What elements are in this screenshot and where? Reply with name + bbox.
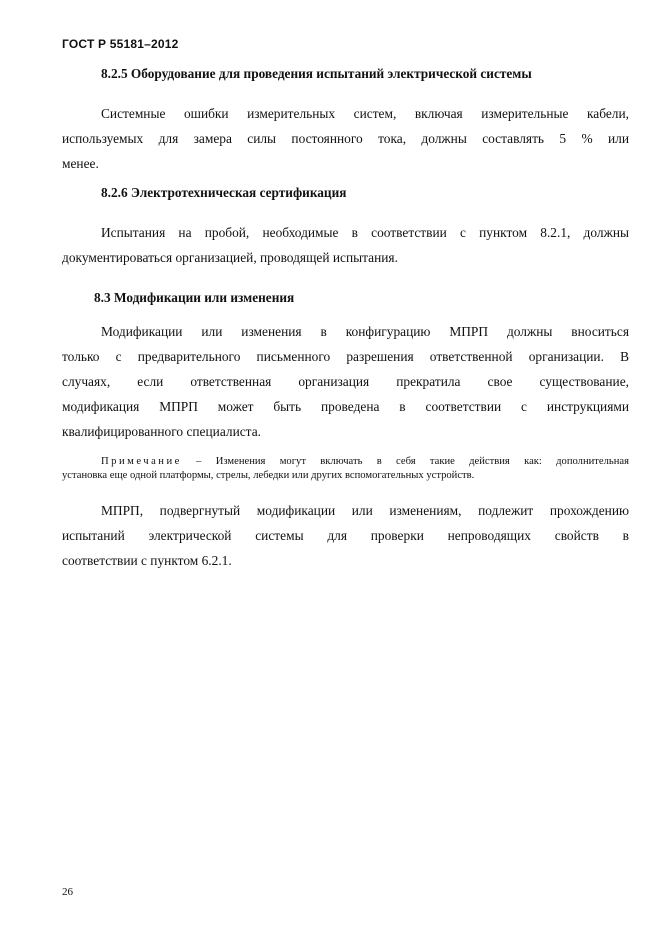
text-line: Модификации или изменения в конфигурацию МПРП должны вноситься bbox=[101, 324, 629, 339]
text-line: используемых для замера силы постоянного тока, должны составлять 5 % или bbox=[62, 131, 629, 146]
section-8-2-6-heading: 8.2.6 Электротехническая сертификация bbox=[101, 185, 347, 200]
text-line: документироваться организацией, проводящей испытания. bbox=[62, 250, 398, 265]
text-line: Системные ошибки измерительных систем, включая измерительные кабели, bbox=[101, 106, 629, 121]
text-line: только с предварительного письменного разрешения ответственной организации. В bbox=[62, 349, 629, 364]
text-line: соответствии с пунктом 6.2.1. bbox=[62, 553, 232, 568]
note-line bbox=[62, 455, 629, 469]
section-8-2-6-paragraph bbox=[62, 220, 629, 270]
section-8-2-5-paragraph bbox=[62, 101, 629, 176]
section-8-3-paragraph-2 bbox=[62, 498, 629, 573]
text-line: менее. bbox=[62, 156, 99, 171]
text-line: МПРП, подвергнутый модификации или изменениям, подлежит прохождению bbox=[101, 503, 629, 518]
document-code: ГОСТ Р 55181–2012 bbox=[62, 37, 179, 51]
section-8-3-paragraph bbox=[62, 319, 629, 444]
page-number: 26 bbox=[62, 886, 73, 898]
note-text: – Изменения могут включать в себя такие действия как: дополнительная bbox=[181, 456, 629, 467]
text-line: квалифицированного специалиста. bbox=[62, 424, 261, 439]
note-label: Примечание bbox=[101, 456, 182, 467]
section-8-3-heading: 8.3 Модификации или изменения bbox=[94, 290, 295, 305]
note-line: установка еще одной платформы, стрелы, лебедки или других вспомогательных устройств. bbox=[62, 470, 475, 481]
text-line: испытаний электрической системы для проверки непроводящих свойств в bbox=[62, 528, 629, 543]
section-8-2-5-heading: 8.2.5 Оборудование для проведения испытаний электрической системы bbox=[101, 66, 532, 81]
note bbox=[62, 455, 629, 483]
text-line: модификация МПРП может быть проведена в соответствии с инструкциями bbox=[62, 399, 629, 414]
text-line: случаях, если ответственная организация прекратила свое существование, bbox=[62, 374, 629, 389]
text-line: Испытания на пробой, необходимые в соответствии с пунктом 8.2.1, должны bbox=[101, 225, 629, 240]
